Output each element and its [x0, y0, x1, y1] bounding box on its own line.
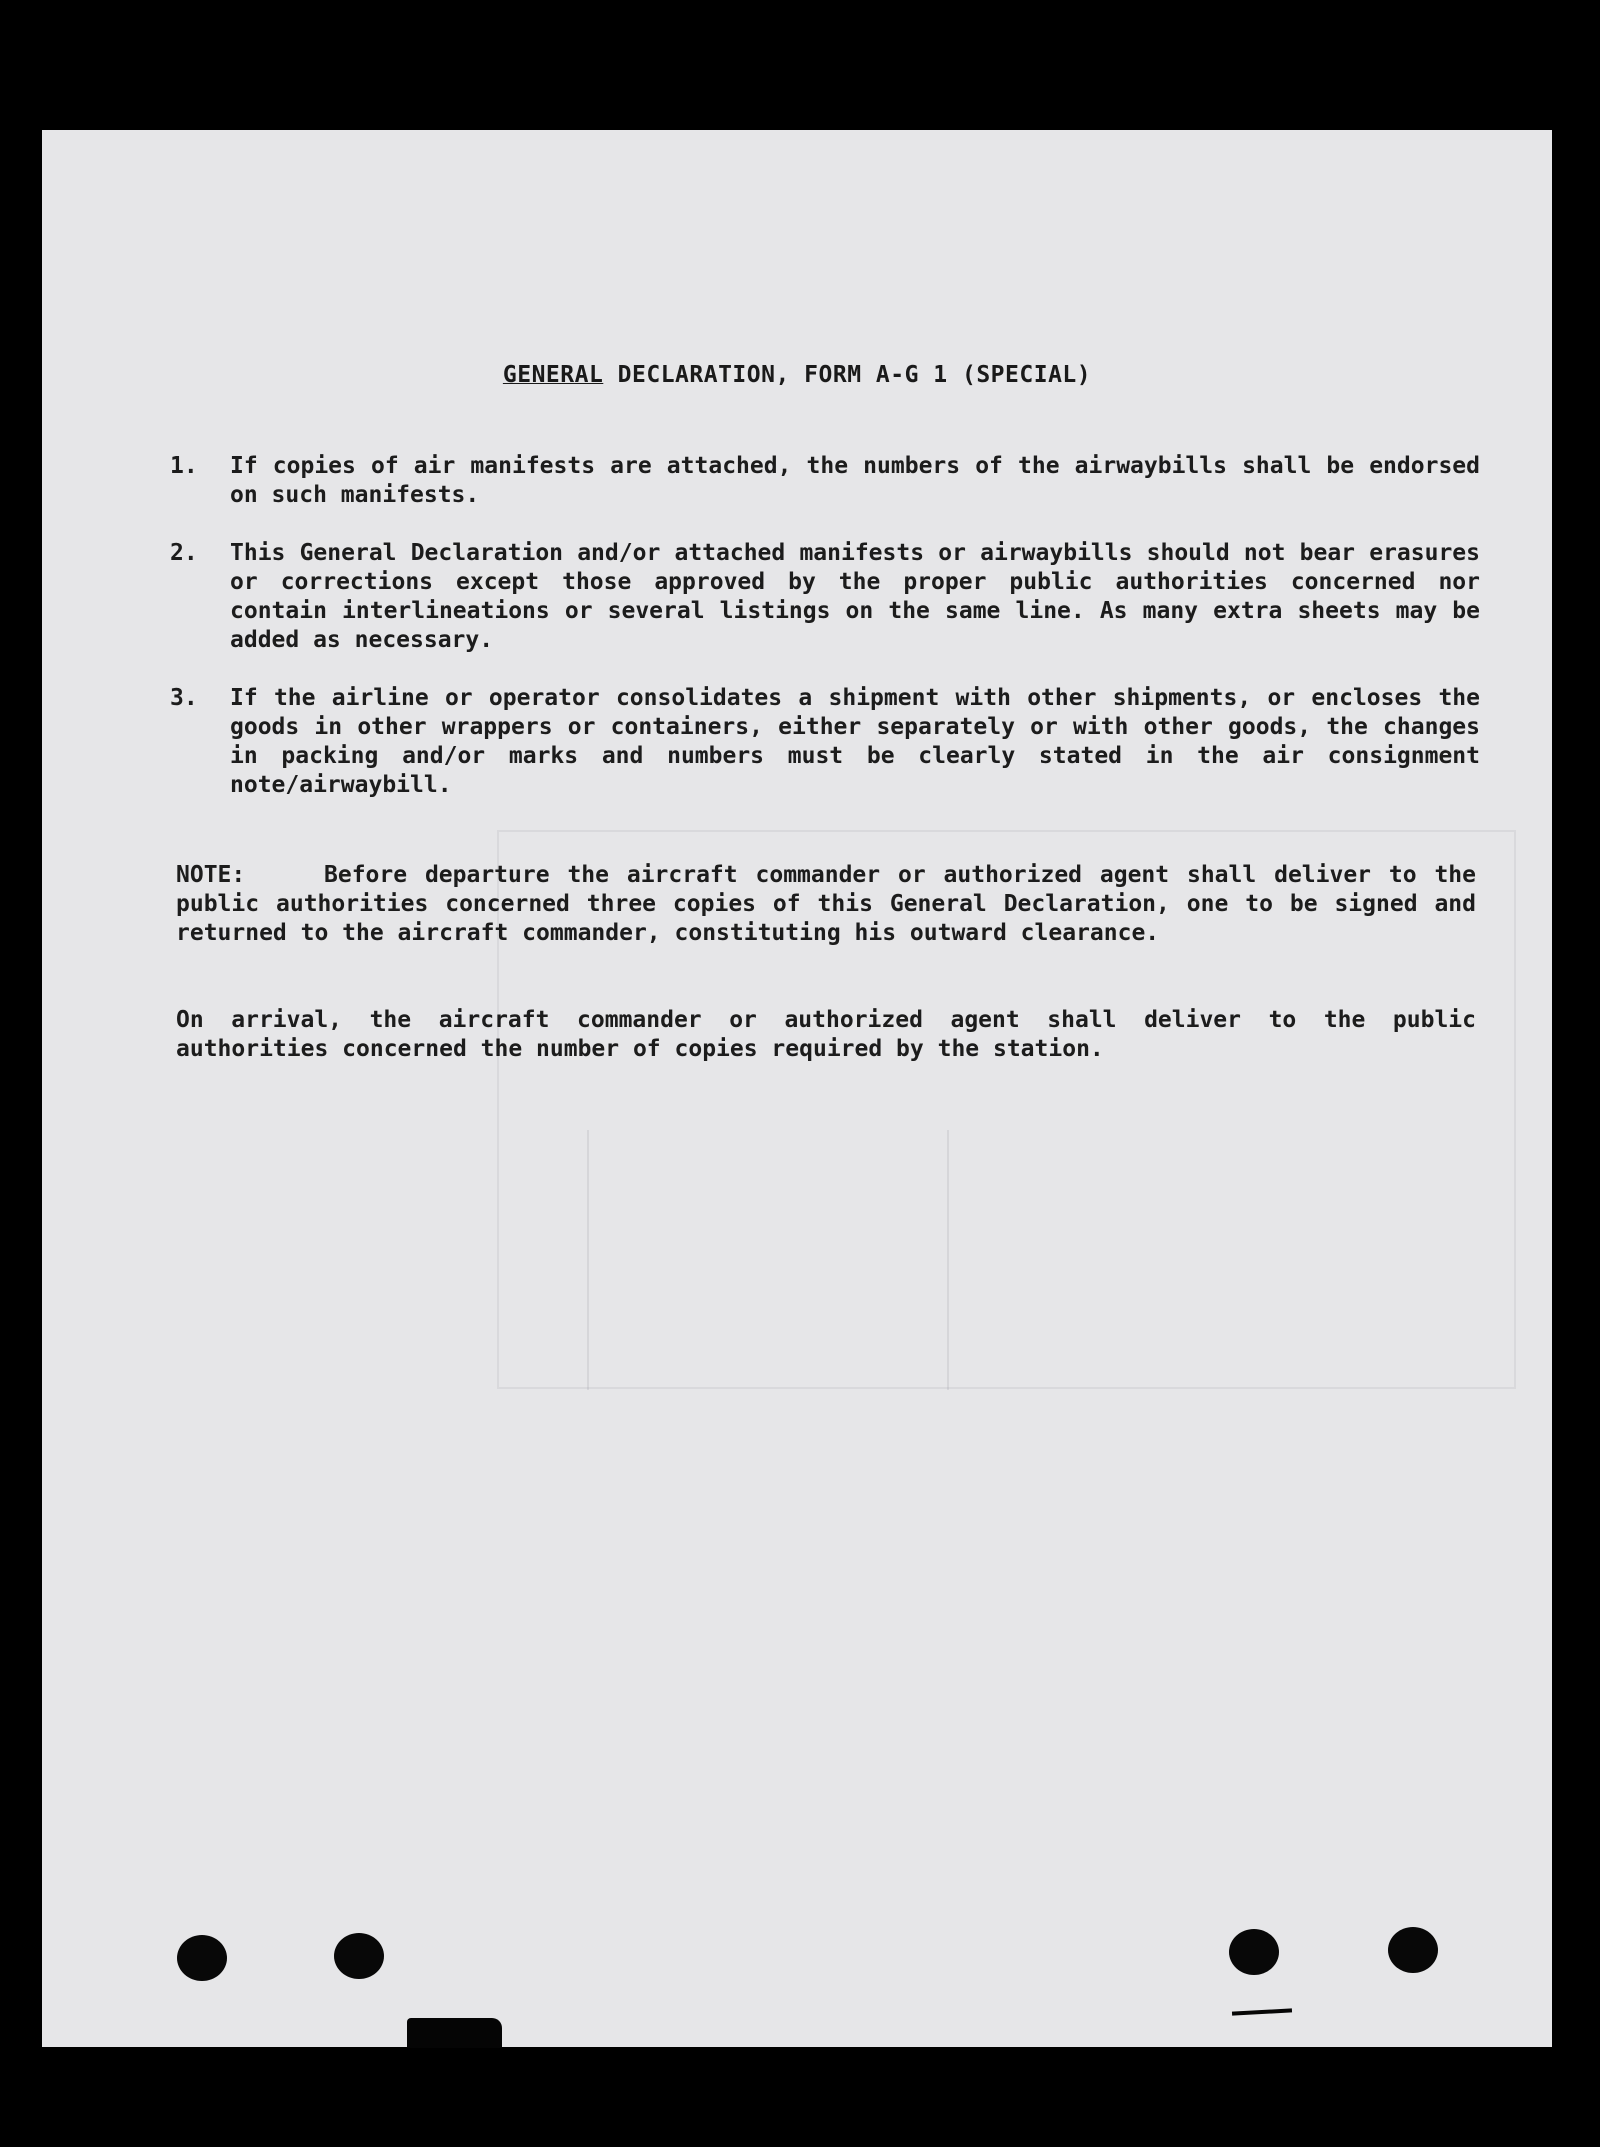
- bleed-through-line: [587, 1130, 589, 1390]
- punch-hole: [334, 1933, 384, 1979]
- title-rest: DECLARATION, FORM A-G 1 (SPECIAL): [603, 362, 1092, 388]
- item-text: If the airline or operator consolidates a shipment with other shipments, or encloses the goods in other wrappers or containers, either separately or with other goods, the changes in packing and/or marks and numbers must be clearly stated in the air consignment note/airwaybill.: [230, 685, 1480, 798]
- punch-hole: [1229, 1929, 1279, 1975]
- item-number: 1.: [170, 453, 198, 479]
- arrival-text: On arrival, the aircraft commander or authorized agent shall deliver to the public authorities concerned the number of copies required by the station.: [176, 1007, 1476, 1062]
- item-number: 2.: [170, 540, 198, 566]
- title-underlined-word: GENERAL: [502, 362, 604, 388]
- bleed-through-line: [947, 1130, 949, 1390]
- punch-hole: [1388, 1927, 1438, 1973]
- item-text: If copies of air manifests are attached, the numbers of the airwaybills shall be endorsed on such manifests.: [230, 453, 1480, 508]
- note-label: NOTE:: [176, 862, 246, 888]
- note-paragraph: [176, 861, 1476, 948]
- item-number: 3.: [170, 685, 198, 711]
- list-item: [170, 452, 1480, 510]
- arrival-paragraph: [176, 1006, 1476, 1064]
- list-item: [170, 684, 1480, 800]
- note-text: Before departure the aircraft commander or authorized agent shall deliver to the public authorities concerned three copies of this General Declaration, one to be signed and returned to the aircraft commander, constituting his outward clearance.: [176, 862, 1476, 946]
- list-item: [170, 539, 1480, 655]
- punch-hole: [177, 1935, 227, 1981]
- page-title: [42, 362, 1552, 388]
- torn-tab: [407, 2018, 502, 2048]
- torn-tab: [1232, 2008, 1292, 2015]
- document-page: [42, 130, 1552, 2047]
- item-text: This General Declaration and/or attached manifests or airwaybills should not bear erasures or corrections except those approved by the proper public authorities concerned nor contain interlineations or several listings on the same line. As many extra sheets may be added as necessary.: [230, 540, 1480, 653]
